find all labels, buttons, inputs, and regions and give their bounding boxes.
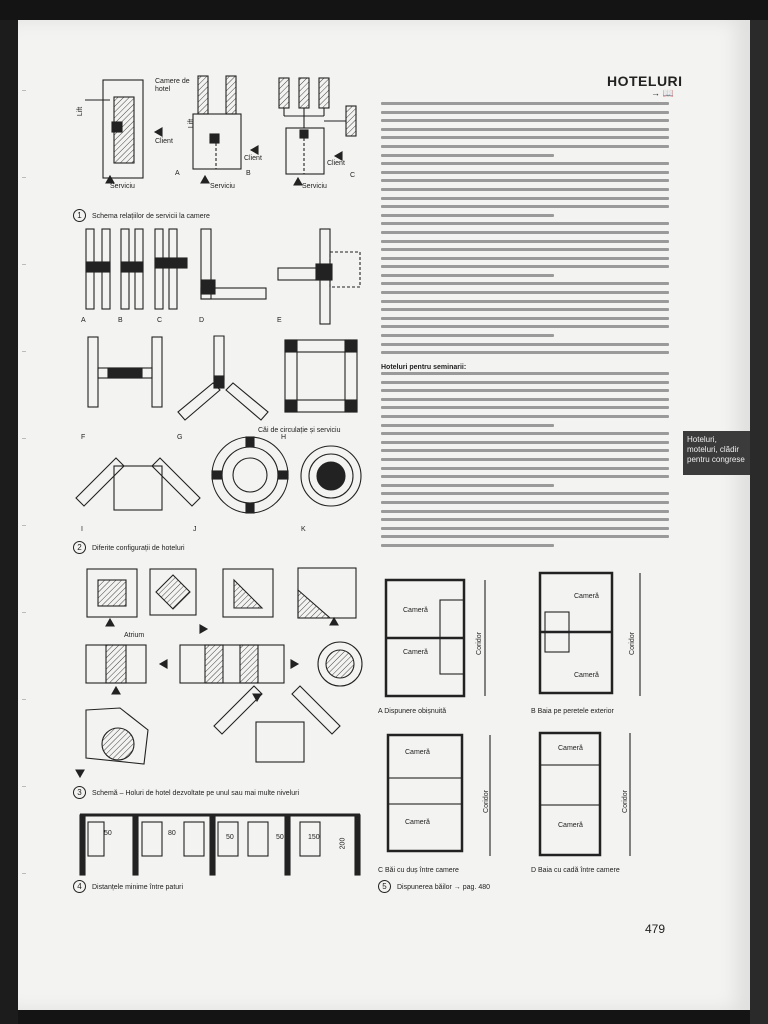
fig5d-camera-bottom: Cameră [558, 822, 583, 829]
fig5b-caption: B Baia pe peretele exterior [531, 708, 614, 715]
fig5b-corridor: Coridor [628, 632, 636, 655]
fig1-diagram-c [279, 78, 356, 185]
fig1-serviciu-label-b: Serviciu [210, 183, 235, 190]
fig1-letter-b: B [246, 170, 251, 177]
fig2-letter-c: C [157, 317, 163, 324]
fig1-letter-a: A [175, 170, 180, 177]
fig4-dim-50c: 50 [276, 834, 284, 841]
fig1-diagram-a [85, 80, 162, 183]
fig3-atrium-diagrams [76, 568, 362, 777]
fig2-letter-j: J [193, 526, 197, 533]
fig5a-camera-top: Cameră [403, 607, 428, 614]
title-reference: → 📖 [651, 88, 674, 98]
fig5a-corridor: Coridor [475, 632, 483, 655]
fig5c-camera-top: Cameră [405, 749, 430, 756]
fig1-client-label-c: Client [327, 160, 345, 167]
fig5d-camera-top: Cameră [558, 745, 583, 752]
fig2-circulation-note: Căi de circulație și serviciu [258, 427, 341, 434]
seminar-heading: Hoteluri pentru seminarii: [381, 364, 467, 371]
fig3-atrium-label: Atrium [124, 632, 145, 639]
figure-3-caption: 3 Schemă – Holuri de hotel dezvoltate pe unul sau mai multe niveluri [73, 786, 299, 799]
fig4-bed-spacing [80, 815, 360, 875]
fig1-serviciu-label-a: Serviciu [110, 183, 135, 190]
fig2-letter-i: I [81, 526, 83, 533]
fig2-letter-k: K [301, 526, 306, 533]
fig2-letter-b: B [118, 317, 123, 324]
fig5d-caption: D Baia cu cadă între camere [531, 867, 620, 874]
fig5c-caption: C Băi cu duș între camere [378, 867, 459, 874]
fig4-dim-200: 200 [339, 837, 347, 850]
fig2-row1 [86, 229, 360, 324]
fig5d-corridor: Coridor [621, 790, 629, 813]
fig1-letter-c: C [350, 172, 356, 179]
chapter-tab-line-3: pentru congrese [687, 455, 745, 464]
chapter-tab-line-2: moteluri, clădir [687, 445, 740, 454]
fig2-letter-d: D [199, 317, 205, 324]
fig5a-caption: A Dispunere obișnuită [378, 708, 447, 715]
page-number: 479 [645, 922, 666, 936]
fig1-lift-label-a: Lift [77, 106, 85, 117]
fig5-bathroom-layouts [386, 573, 640, 856]
fig4-dim-80: 80 [168, 830, 176, 837]
fig2-letter-h: H [281, 434, 287, 441]
figure-2-caption: 2 Diferite configurații de hoteluri [73, 541, 185, 554]
fig4-dim-50a: 50 [104, 830, 112, 837]
figure-5-caption: 5 Dispunerea băilor → pag. 480 [378, 880, 490, 893]
fig2-letter-e: E [277, 317, 282, 324]
figure-1-caption: 1 Schema relațiilor de servicii la camere [73, 209, 210, 222]
fig1-lift-label-b: Lift [188, 118, 196, 129]
fig4-dim-50b: 50 [226, 834, 234, 841]
fig1-camere-label: Camere de hotel [155, 78, 190, 93]
fig2-row3 [76, 437, 361, 513]
fig2-letter-g: G [177, 434, 183, 441]
fig4-dim-150: 150 [308, 834, 320, 841]
page-title: HOTELURI [607, 73, 683, 89]
fig2-letter-a: A [81, 317, 86, 324]
fig2-row2 [88, 336, 357, 420]
fig5c-camera-bottom: Cameră [405, 819, 430, 826]
fig1-client-label-b: Client [244, 155, 262, 162]
fig1-serviciu-label-c: Serviciu [302, 183, 327, 190]
fig5a-camera-bottom: Cameră [403, 649, 428, 656]
chapter-tab-line-1: Hoteluri, [687, 435, 717, 444]
figure-4-caption: 4 Distanțele minime între paturi [73, 880, 183, 893]
fig5b-camera-bottom: Cameră [574, 672, 599, 679]
fig1-diagram-b [193, 76, 258, 183]
fig5b-camera-top: Cameră [574, 593, 599, 600]
fig5c-corridor: Coridor [482, 790, 490, 813]
fig1-client-label-a: Client [155, 138, 173, 145]
fig2-letter-f: F [81, 434, 86, 441]
